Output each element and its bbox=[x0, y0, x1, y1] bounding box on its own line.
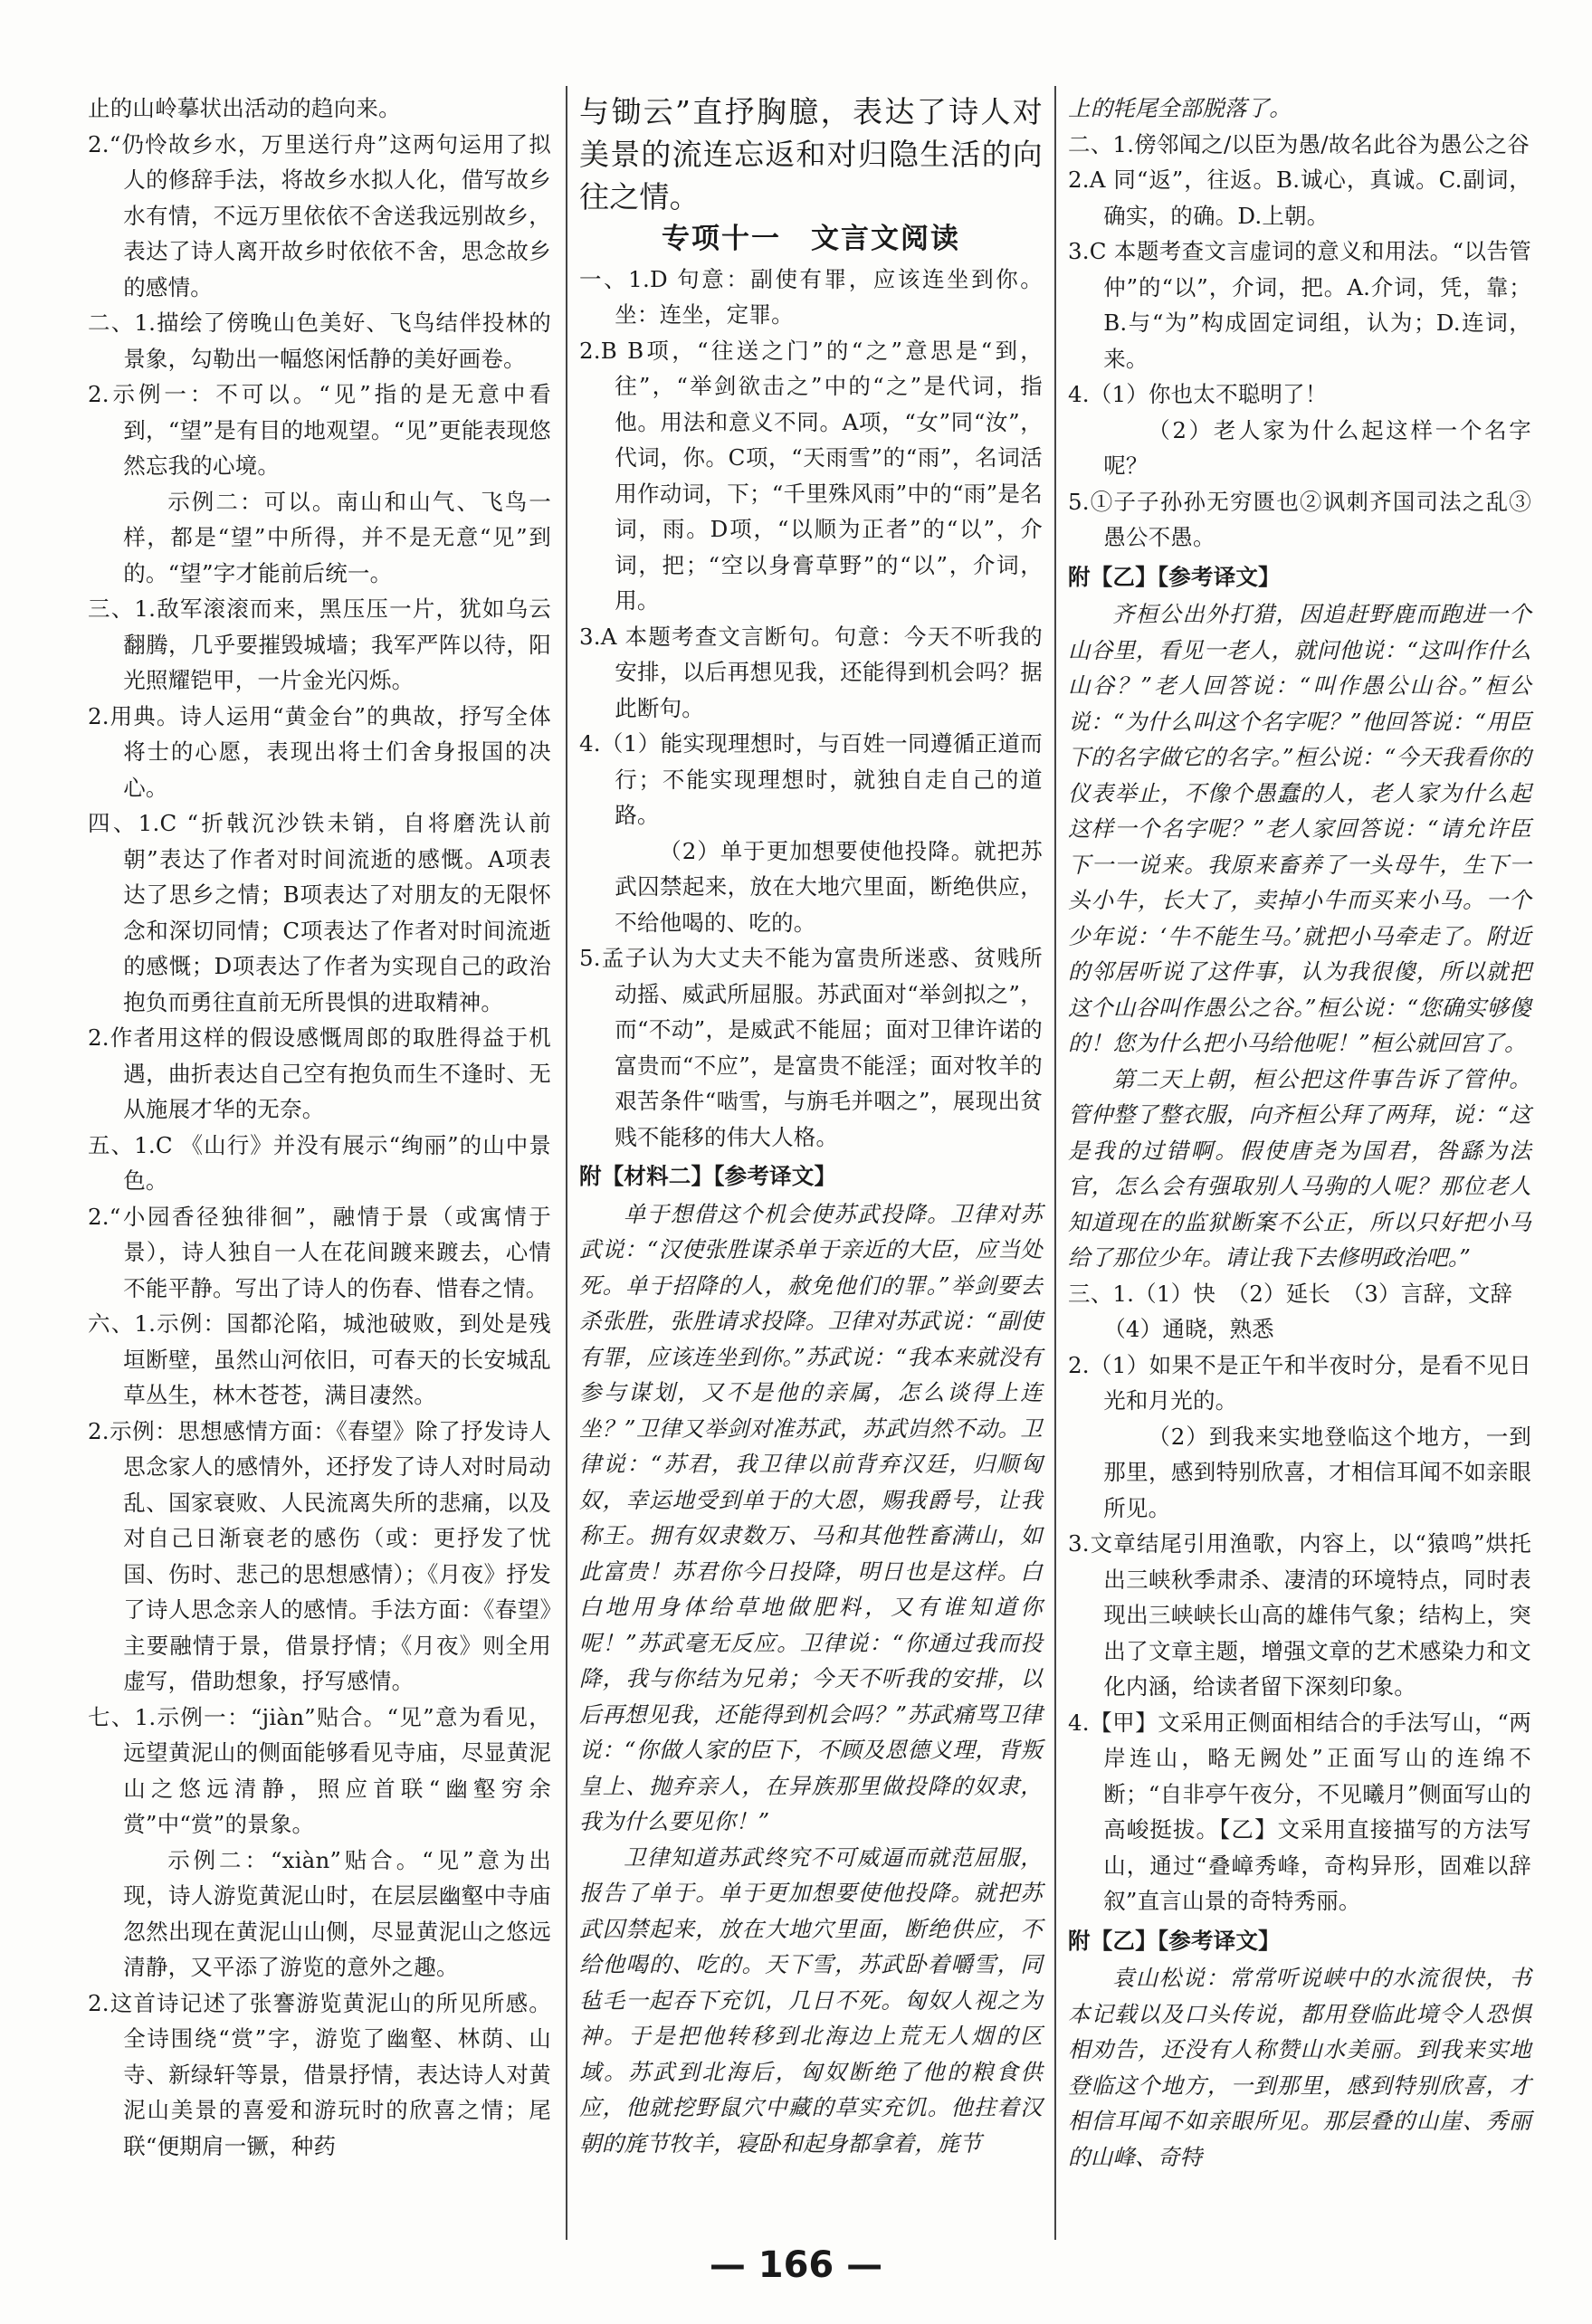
translation-heading: 附【乙】【参考译文】 bbox=[1068, 563, 1281, 590]
answer-item: 3.文章结尾引用渔歌，内容上，以“猿鸣”烘托出三峡秋季肃杀、凄清的环境特点，同时表现出三峡峡长山高的雄伟气象；结构上，突出了文章主题，增强文章的艺术感染力和文化内涵，给读者留下深刻印象。 bbox=[1068, 1530, 1531, 1700]
column-divider bbox=[1054, 86, 1056, 2240]
answer-item: 2.“仍怜故乡水，万里送行舟”这两句运用了拟人的修辞手法，将故乡水拟人化，借写故乡水有情，不远万里依依不舍送我远别故乡，表达了诗人离开故乡时依依不舍，思念故乡的感情。 bbox=[88, 130, 551, 300]
answer-item: 2.示例一：不可以。“见”指的是无意中看到，“望”是有目的地观望。“见”更能表现悠然忘我的心境。 bbox=[88, 381, 551, 479]
answer-item: 二、1.描绘了傍晚山色美好、飞鸟结伴投林的景象，勾勒出一幅悠闲恬静的美好画卷。 bbox=[88, 310, 551, 372]
answer-item: 3.A 本题考查文言断句。句意：今天不听我的安排，以后再想见我，还能得到机会吗？据此断句。 bbox=[579, 623, 1043, 721]
answer-item: 2.（1）如果不是正午和半夜时分，是看不见日光和月光的。 bbox=[1068, 1351, 1531, 1414]
answer-item: （4）通晓，熟悉 bbox=[1103, 1316, 1274, 1342]
column-3 bbox=[1068, 90, 1531, 2175]
translation-paragraph: 单于想借这个机会使苏武投降。卫律对苏武说：“汉使张胜谋杀单于亲近的大臣，应当处死。单于招降的人，赦免他们的罪。”举剑要去杀张胜，张胜请求投降。卫律对苏武说：“副使有罪，应该连坐到你。”苏武说：“我本来就没有参与谋划，又不是他的亲属，怎么谈得上连坐？”卫律又举剑对准苏武，苏武岿然不动。卫律说：“苏君，我卫律以前背弃汉廷，归顺匈奴，幸运地受到单于的大恩，赐我爵号，让我称王。拥有奴隶数万、马和其他牲畜满山，如此富贵！苏君你今日投降，明日也是这样。白白地用身体给草地做肥料，又有谁知道你呢！”苏武毫无反应。卫律说：“你通过我而投降，我与你结为兄弟；今天不听我的安排，以后再想见我，还能得到机会吗？”苏武痛骂卫律说：“你做人家的臣下，不顾及恩德义理，背叛皇上、抛弃亲人，在异族那里做投降的奴隶，我为什么要见你！” bbox=[579, 1200, 1043, 1834]
answer-item: 2.“小园香径独徘徊”，融情于景（或寓情于景），诗人独自一人在花间踱来踱去，心情不能平静。写出了诗人的伤春、惜春之情。 bbox=[88, 1203, 551, 1301]
answer-item: 2.用典。诗人运用“黄金台”的典故，抒写全体将士的心愿，表现出将士们舍身报国的决心。 bbox=[88, 702, 551, 801]
answer-item: （2）到我来实地登临这个地方，一到那里，感到特别欣喜，才相信耳闻不如亲眼所见。 bbox=[1103, 1423, 1531, 1521]
answer-item: 六、1.示例：国都沦陷，城池破败，到处是残垣断壁，虽然山河依旧，可春天的长安城乱草丛生，林木苍苍，满目凄然。 bbox=[88, 1310, 551, 1408]
column-1 bbox=[88, 90, 551, 2164]
answer-item: 一、1.D 句意：副使有罪，应该连坐到你。坐：连坐，定罪。 bbox=[579, 265, 1043, 328]
answer-item: 三、1.（1）快 （2）延长 （3）言辞，文辞 bbox=[1068, 1280, 1513, 1307]
answer-item: 示例二：“xiàn”贴合。“见”意为出现，诗人游览黄泥山时，在层层幽壑中寺庙忽然出现在黄泥山山侧，尽显黄泥山之悠远清静，又平添了游览的意外之趣。 bbox=[123, 1846, 551, 1980]
answer-item: 止的山岭摹状出活动的趋向来。 bbox=[88, 95, 401, 121]
answer-item: 2.作者用这样的假设感慨周郎的取胜得益于机遇，曲折表达自己空有抱负而生不逢时、无从施展才华的无奈。 bbox=[88, 1024, 551, 1122]
answer-item: 4.（1）能实现理想时，与百姓一同遵循正道而行；不能实现理想时，就独自走自己的道路。 bbox=[579, 730, 1043, 828]
answer-item: 四、1.C “折戟沉沙铁未销，自将磨洗认前朝”表达了作者对时间流逝的感慨。A项表达了思乡之情；B项表达了对朋友的无限怀念和深切同情；C项表达了作者对时间流逝的感慨；D项表达了作者为实现自己的政治抱负而勇往直前无所畏惧的进取精神。 bbox=[88, 810, 551, 1015]
translation-heading: 附【材料二】【参考译文】 bbox=[579, 1163, 837, 1189]
translation-paragraph: 卫律知道苏武终究不可威逼而就范屈服，报告了单于。单于更加想要使他投降。就把苏武囚禁起来，放在大地穴里面，断绝供应，不给他喝的、吃的。天下雪，苏武卧着嚼雪，同毡毛一起吞下充饥，几日不死。匈奴人视之为神。于是把他转移到北海边上荒无人烟的区域。苏武到北海后，匈奴断绝了他的粮食供应，他就挖野鼠穴中藏的草实充饥。他拄着汉朝的旄节牧羊，寝卧和起身都拿着，旄节 bbox=[579, 1843, 1043, 2157]
answer-item: 二、1.傍邻闻之/以臣为愚/故名此谷为愚公之谷 bbox=[1068, 130, 1530, 157]
section-title: 专项十一 文言文阅读 bbox=[662, 223, 960, 255]
translation-paragraph: 第二天上朝，桓公把这件事告诉了管仲。管仲整了整衣服，向齐桓公拜了两拜，说：“这是我的过错啊。假使唐尧为国君，咎繇为法官，怎么会有强取别人马驹的人呢？那位老人知道现在的监狱断案不公正，所以只好把小马给了那位少年。请让我下去修明政治吧。” bbox=[1068, 1065, 1531, 1271]
column-divider bbox=[566, 86, 567, 2240]
translation-heading: 附【乙】【参考译文】 bbox=[1068, 1927, 1281, 1954]
answer-item: 五、1.C 《山行》并没有展示“绚丽”的山中景色。 bbox=[88, 1131, 551, 1194]
answer-item: 七、1.示例一：“jiàn”贴合。“见”意为看见，远望黄泥山的侧面能够看见寺庙，尽显黄泥山之悠远清静，照应首联“幽壑穷余赏”中“赏”的景象。 bbox=[88, 1703, 551, 1837]
answer-item: 2.这首诗记述了张謇游览黄泥山的所见所感。全诗围绕“赏”字，游览了幽壑、林荫、山寺、新绿轩等景，借景抒情，表达诗人对黄泥山美景的喜爱和游玩时的欣喜之情；尾联“便期肩一镢，种药 bbox=[88, 1989, 551, 2159]
answer-continuation: 与锄云”直抒胸臆，表达了诗人对美景的流连忘返和对归隐生活的向往之情。 bbox=[579, 94, 1043, 214]
answer-item: 2.A 同“返”，往返。B.诚心，真诚。C.副词，确实，的确。D.上朝。 bbox=[1068, 167, 1531, 229]
answer-item: 2.示例：思想感情方面：《春望》除了抒发诗人思念家人的感情外，还抒发了诗人对时局动乱、国家衰败、人民流离失所的悲痛，以及对自己日渐衰老的感伤（或：更抒发了忧国、伤时、悲己的思想感情）；《月夜》抒发了诗人思念亲人的感情。手法方面：《春望》主要融情于景，借景抒情；《月夜》则全用虚写，借助想象，抒写感情。 bbox=[88, 1417, 551, 1694]
answer-item: 5.孟子认为大丈夫不能为富贵所迷惑、贫贱所动摇、威武所屈服。苏武面对“举剑拟之”，而“不动”，是威武不能屈；面对卫律许诺的富贵而“不应”，是富贵不能淫；面对牧羊的艰苦条件“啮雪，与旃毛并咽之”，展现出贫贱不能移的伟大人格。 bbox=[579, 945, 1043, 1150]
answer-item: 3.C 本题考查文言虚词的意义和用法。“以告管仲”的“以”，介词，把。A.介词，凭，靠；B.与“为”构成固定词组，认为；D.连词，来。 bbox=[1068, 238, 1531, 372]
translation-paragraph: 袁山松说：常常听说峡中的水流很快，书本记载以及口头传说，都用登临此境令人恐惧相劝告，还没有人称赞山水美丽。到我来实地登临这个地方，一到那里，感到特别欣喜，才相信耳闻不如亲眼所见。那层叠的山崖、秀丽的山峰、奇特 bbox=[1068, 1965, 1531, 2170]
column-2 bbox=[579, 90, 1043, 2161]
answer-item: 4.（1）你也太不聪明了！ bbox=[1068, 381, 1328, 407]
answer-item: 4.【甲】文采用正侧面相结合的手法写山，“两岸连山，略无阙处”正面写山的连绵不断；“自非亭午夜分，不见曦月”侧面写山的高峻挺拔。【乙】文采用直接描写的方法写山，通过“叠嶂秀峰，奇构异形，固难以辞叙”直言山景的奇特秀丽。 bbox=[1068, 1709, 1531, 1914]
translation-continuation: 上的牦尾全部脱落了。 bbox=[1068, 95, 1292, 121]
answer-item: （2）老人家为什么起这样一个名字呢？ bbox=[1103, 416, 1531, 479]
answer-item: 5.①子子孙孙无穷匮也②讽刺齐国司法之乱③愚公不愚。 bbox=[1068, 488, 1531, 550]
answer-item: 2.B B项，“往送之门”的“之”意思是“到，往”，“举剑欲击之”中的“之”是代词，指他。用法和意义不同。A项，“女”同“汝”，代词，你。C项，“天雨雪”的“雨”，名词活用作动词，下；“千里殊风雨”中的“雨”是名词，雨。D项，“以顺为正者”的“以”，介词，把；“空以身膏草野”的“以”，介词，用。 bbox=[579, 337, 1043, 614]
page-number: — 166 — bbox=[709, 2244, 883, 2286]
answer-item: 示例二：可以。南山和山气、飞鸟一样，都是“望”中所得，并不是无意“见”到的。“望”字才能前后统一。 bbox=[123, 488, 551, 586]
answer-item: 三、1.敌军滚滚而来，黑压压一片，犹如乌云翻腾，几乎要摧毁城墙；我军严阵以待，阳光照耀铠甲，一片金光闪烁。 bbox=[88, 595, 551, 693]
translation-paragraph: 齐桓公出外打猎，因追赶野鹿而跑进一个山谷里，看见一老人，就问他说：“这叫作什么山谷？”老人回答说：“叫作愚公山谷。”桓公说：“为什么叫这个名字呢？”他回答说：“用臣下的名字做它的名字。”桓公说：“今天我看你的仪表举止，不像个愚蠢的人，老人家为什么起这样一个名字呢？”老人家回答说：“请允许臣下一一说来。我原来畜养了一头母牛，生下一头小牛，长大了，卖掉小牛而买来小马。一个少年说：‘牛不能生马。’就把小马牵走了。附近的邻居听说了这件事，认为我很傻，所以就把这个山谷叫作愚公之谷。”桓公说：“您确实够傻的！您为什么把小马给他呢！”桓公就回宫了。 bbox=[1068, 601, 1531, 1056]
answer-item: （2）单于更加想要使他投降。就把苏武囚禁起来，放在大地穴里面，断绝供应，不给他喝的、吃的。 bbox=[615, 837, 1043, 936]
